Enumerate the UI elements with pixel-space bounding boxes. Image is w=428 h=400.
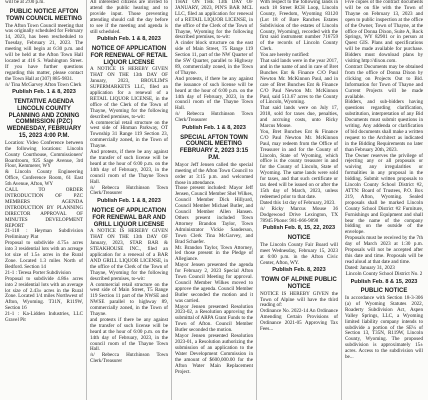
- publish-date-line: Publish Feb. 8, 2023: [272, 267, 326, 274]
- notice-paragraph: Ordinance No. 2022-14 An Ordinance Amending Certain Provisions of Ordinance 2021-05 Approving Tax Fees...: [260, 308, 338, 333]
- notice-paragraph: All interested citizens are invited to attend the public hearing and to provide input. Those preventing attending should call the day before to see if the meeting and agenda is still scheduled.: [90, 0, 168, 35]
- publish-date-line: Publish Feb. 8, 15, 22, 2023: [262, 225, 336, 232]
- notice-paragraph: Dated this 1st day of February, 2023.: [260, 199, 336, 206]
- notice-paragraph: /s/ Tina McGarvey Afton Town Clerk: [5, 81, 82, 88]
- notice-paragraph: Location: Video Conference between the following locations: Lincoln County Courthouse, Commissioners' Boardroom, 925 Sage Avenue, 3rd Floor, Kemmerer, WY: [5, 139, 83, 170]
- notice-paragraph: Bidders, and sub-bidders having questions regarding clarification, substitution, interpretation of any Bid Documents must submit questions in writing. Any addenda or clarification of bid documents shall make a written request to the Architect as indicated in the Bidding Requirements no later than February 20th, 2023.: [345, 99, 423, 153]
- publish-date-line: Publish Feb. 8 & 15, 2023: [350, 278, 418, 285]
- notice-paragraph: A NOTICE IS HEREBY GIVEN THAT ON THE 13th DAY OF January, 2023, STAR BAR & STEAKHOUSE INC., filed an application for a renewal of a BAR AND GRILL LIQUOR LICENSE, in the office of the Clerk of the Town of Thayne, Wyoming for the following described premises, to-wit:: [90, 228, 168, 282]
- notice-paragraph: & Lincoln County Engineering Office, Conference Room, 61 East 5th Avenue, Afton, WY: [5, 169, 83, 188]
- notice-paragraph: /s/ Ricky Marcus Mouse 36 Dodgewood Drive Lexington, TX 78945 Phone: 981-666-9898: [260, 205, 338, 224]
- notice-paragraph: Dated: January 31, 2023: [345, 264, 395, 271]
- notice-paragraph: 21-1 : Teresa Porter Subdivision: [5, 269, 71, 276]
- notice-paragraph: Proposals must be received by the 7th day of March 2023 at 1:30 p.m. Proposals will not be accepted after this date and time. Proposals will be read aloud at that date and time.: [345, 235, 423, 265]
- notice-paragraph: A commercial retail structure on the west side of Main Street, T5 Range 119 Section 11 part of the NWSE and NWSE parallel to highway 89, commercially zoned, in the Town of Thayne.: [90, 281, 168, 318]
- publish-date-line: Publish Feb. 1 & 8, 2023: [182, 125, 246, 132]
- notice-paragraph-centered: Lincoln County School District No. 2: [345, 270, 423, 277]
- notice-paragraph: That said lands were in the year 2017, and in the name of and in care of Bret Bunches Ent & Finance C/O Paul Newton Mr. McKinnon Paul, and in care of Bret Bunches Ent & Finance C/O Paul Newton Mr. McKinnon Paul, said 513.67 acres to the County of Lincoln, Wyoming.: [260, 58, 338, 106]
- notice-column-3: [172, 0, 257, 400]
- notice-paragraph: 21-118 : Heyman Subdivision Preliminary Plat: [5, 228, 83, 241]
- notice-paragraph: And protests, if there be any against the issuance of such license will be heard at the hour of 6:00 p.m. on the 14th day of February, 2023, in the council room of the Thayne Town Hall.: [175, 75, 253, 112]
- publish-date-line: Publish Feb. 1 & 8, 2023: [97, 198, 161, 205]
- notice-paragraph: In accordance with Section 18-3-306 (a) of Wyoming Statutes 2022, Roaderty Subdivision Act, Aspen Valley Springs, LLC, a Wyoming limited liability company intends to subdivide a portion of the SE¼ of Section 13, T35N, R119W, Lincoln County, Wyoming. The proposed subdivision is approximately 15± acres. Access to the subdivision will be...: [345, 294, 423, 361]
- notice-column-4: [257, 0, 342, 400]
- notice-paragraph: Contract Documents may be obtained from the office of Donna Dixon by clicking on Projects Out to Bid. Information for Town of Thayne and Current Projects will be made available.: [345, 63, 423, 100]
- notice-paragraph: A commercial retail structure on the west side of Hinman Parkway, OT Township 31 Range 119 Section 23, commercially zoned, in the Town of Thayne.: [90, 119, 168, 150]
- notice-paragraph: THAT ON THE 13th DAY OF JANUARY, 2023, PIN'S BAR MCL LLC, filed an application for renewal of a RETAIL LIQUOR LICENSE, in the office of the Clerk of the Town of Thayne, Wyoming for the following described premises, to-wit:: [175, 0, 253, 41]
- notice-paragraph: And protests, if there be any against the transfer of such license will be heard at the hour of 6:00 p.m. on the 14th day of February, 2023, in the council room of the Thayne Town Hall.: [90, 149, 168, 185]
- notice-paragraph: /s/ Rebecca Hutchinson Town Clerk/Treasurer: [90, 352, 168, 365]
- notice-heading: PUBLIC NOTICE: [360, 288, 408, 295]
- notice-paragraph: A NOTICE IS HEREBY GIVEN THAT ON THE 13th DAY OF January, 2023, BROULIM'S SUPERMARKETS LLC, filed an application for a renewal of a RETAIL LIQUOR LICENSE, in the office of the Clerk of the Town of Thayne, Wyoming for the following described premises, to-wit:: [90, 66, 168, 120]
- notice-paragraph: CALL TO ORDER INTRODUCTION OF PZC MEMBERS AGENDA INTRODUCTION BY PLANNING DIRECTOR APPROVAL OF MINUTES DEVELOPMENT REPORT: [5, 187, 83, 229]
- notice-paragraph: The Lincoln County Fair Board will meet Wednesday, February 15, 2023 at 6:00 p.m. in the Afton Civic Center, Afton, WY.: [260, 241, 338, 266]
- publish-date-line: Publish Feb. 1 & 8, 2023: [97, 36, 161, 43]
- notice-paragraph: Proposal to subdivide 4.75± acres into 3 residential lots with an acreage lot size of 1.5± acres in the Rural Zone. Located 1.3 miles North of Bedford. Section 14: [5, 240, 83, 270]
- notice-paragraph: /s/ Rebecca Hutchinson Town Clerk/Treasurer: [90, 184, 168, 197]
- notice-paragraph: A cinder block structure on the east side of Main Street, 75 Range 119 Section 11, part of the NW Quarter of the SW Quarter, parallel to Highway 89, commercially zoned, in the Town of Thayne.: [175, 40, 253, 76]
- notice-heading: NOTICE OF APPLICATION FOR RENEWAL BAR AND GRILL LIQUOR LICENSE: [91, 207, 167, 228]
- notice-heading: TOWN OF ALPINE PUBLIC NOTICE: [261, 277, 337, 290]
- notice-paragraph: Mayor Jeff Jensen called the special meeting of the Afton Town Council to order at 3:15 p.m. and welcomed those in attendance.: [175, 161, 253, 186]
- notice-paragraph: NOTICE IS HEREBY GIVEN the Town of Alpine will have the third reading of:: [260, 290, 338, 309]
- notice-heading: PUBLIC NOTICE AFTON TOWN COUNCIL MEETING: [5, 8, 83, 22]
- notice-heading: NOTICE OF APPLICATION FOR RENEWAL OF RETAIL LIQUOR LICENSE: [90, 46, 168, 66]
- notice-paragraph: /s/ Rebecca Hutchinson Town Clerk/Treasurer: [175, 111, 253, 124]
- notice-paragraph: You, Bret Bunches Ent & Finance C/O Paul Newton Mr. McKinnon Paul, may redeem from the Office of Treasurer in and for the County of Lincoln, State of Wyoming, which office is the county treasurer in and for the County of Lincoln, State of Wyoming. The same lands were sold for taxes, and that such certificate or tax deed will be issued on or after the 15th day of March, 2023, unless redeemed prior to that date.: [260, 128, 338, 200]
- notice-column-2: [87, 0, 172, 400]
- notice-paragraph: Mayor Jensen presented the agenda for February 2, 2023 Special Afton Town Council Meeting for approval. Council Member Wilkes moved to approve the agenda. Council Member Butler seconded the motion and it was carried.: [175, 262, 253, 304]
- notice-paragraph: The Afton Town Council meeting that was originally scheduled for February 14, 2023, has been rescheduled to Tuesday, February 21, 2023. The meeting will begin at 6:30 p.m. and will be held at the Afton Town Hall located at 416 S. Washington Street. If you have further questions regarding this matter, please contact the Town Hall at (307) 885-9831.: [5, 22, 83, 82]
- notice-heading: TENTATIVE AGENDA LINCOLN COUNTY PLANNING AND ZONING COMMISSION (PZC) WEDNESDAY, FEBRUARY 15, 2023 4:00 P.M.: [6, 99, 82, 140]
- notice-paragraph: You are hereby notified:: [260, 52, 310, 59]
- notice-heading: SPECIAL AFTON TOWN COUNCIL MEETING FEBRUARY 2, 2023 3:15 P.M.: [179, 134, 249, 162]
- notice-column-5: [342, 0, 426, 400]
- notice-paragraph: and protests if there be any against the transfer of such license will be heard at the hour of 6:00 p.m. on the 14th day of February, 2023, in the council room of the Thayne Town Hall.: [90, 316, 168, 353]
- notice-paragraph: Mayor Jensen presented Resolution 2023-01, a Resolution authorizing the submission of an application to the Water Development Commission in the amount of $600,000.00 for the Afton Water Main Replacement Project.: [175, 333, 253, 375]
- notice-paragraph: Five copies of the contract documents will be on file with the Town of Thayne on February 13, 2023 and open to public inspection at the office of the Owner, Town of Thayne, at the office of Donna Dixon, Suite A, Rock Springs, WY 82901 or in person at Quest GIS. Plans and specifications will be made available for purchase. Bidders must download plans by visiting http://dixon.com.: [345, 0, 423, 65]
- notice-paragraph: will be at 2:00 p.m.: [5, 0, 45, 5]
- notice-paragraph: Mayor Jensen presented Resolution 2023-02, a Resolution approving the submittal of ARPA Grant Funds to the Town of Afton. Council Member Butler seconded the motion.: [175, 303, 253, 334]
- notice-paragraph: With respect to the following lands in each 18 Street RCH Loop, Lincoln County, Freedom, Wyoming 83120 (Lot 18 of Bare Ranches Estates Subdivision of the estates of Lincoln County, Wyoming), recorded with the first said instrument number 716759 of the records of Lincoln County Clerk.: [260, 0, 338, 53]
- notice-paragraph: 21-1 : Ka-Lidden Industries, LLC Gravel Pit: [5, 311, 83, 324]
- notice-paragraph: The Owner reserves the privilege of rejecting any or all proposals or waiving any irregularities or formalities in any proposal in the bidding. Submit written proposals to Lincoln County School District #2, ATTN: Board of Trustees, P.O. Box 219, Afton, Wyoming. Sealed proposals shall be marked Lincoln County School District #2 Furniture, Furnishings and Equipment and shall bear the name of the company bidding on the outside of the envelope.: [345, 152, 423, 236]
- notice-paragraph: Proposal to subdivide 4.86± acres into 2 residential lots with an average lot size of 2.43± acres in the Rural Zone. Located 1/4 miles Northwest of Afton, Wyoming. T31N, R119W, Section 16: [5, 275, 83, 312]
- notice-paragraph: That said lands were on July 17, 2018, sold for taxes due, penalties, and accruing costs, unto Ricky Marcus Mouse.: [260, 105, 338, 130]
- notice-column-1: [2, 0, 87, 400]
- publish-date-line: Publish Feb. 1 & 8, 2023: [12, 89, 76, 96]
- notice-heading: NOTICE: [287, 235, 311, 242]
- notice-paragraph: Mr. Brandon Taylor, Town Attorney, led those present in the Pledge of Allegiance.: [175, 244, 253, 263]
- notice-paragraph: Those present included: Mayor Jeff Jensen, Council Member Shel Wilkes, Council Member Dick Hillyard, Council Member Michael Butler, and Council Member Allen Hansen. Others present included Town Attorney Brandon Taylor, Town Administrator Vickie Sanderson, Town Clerk Tina McGarvey, and Brad Schaefer.: [175, 185, 253, 245]
